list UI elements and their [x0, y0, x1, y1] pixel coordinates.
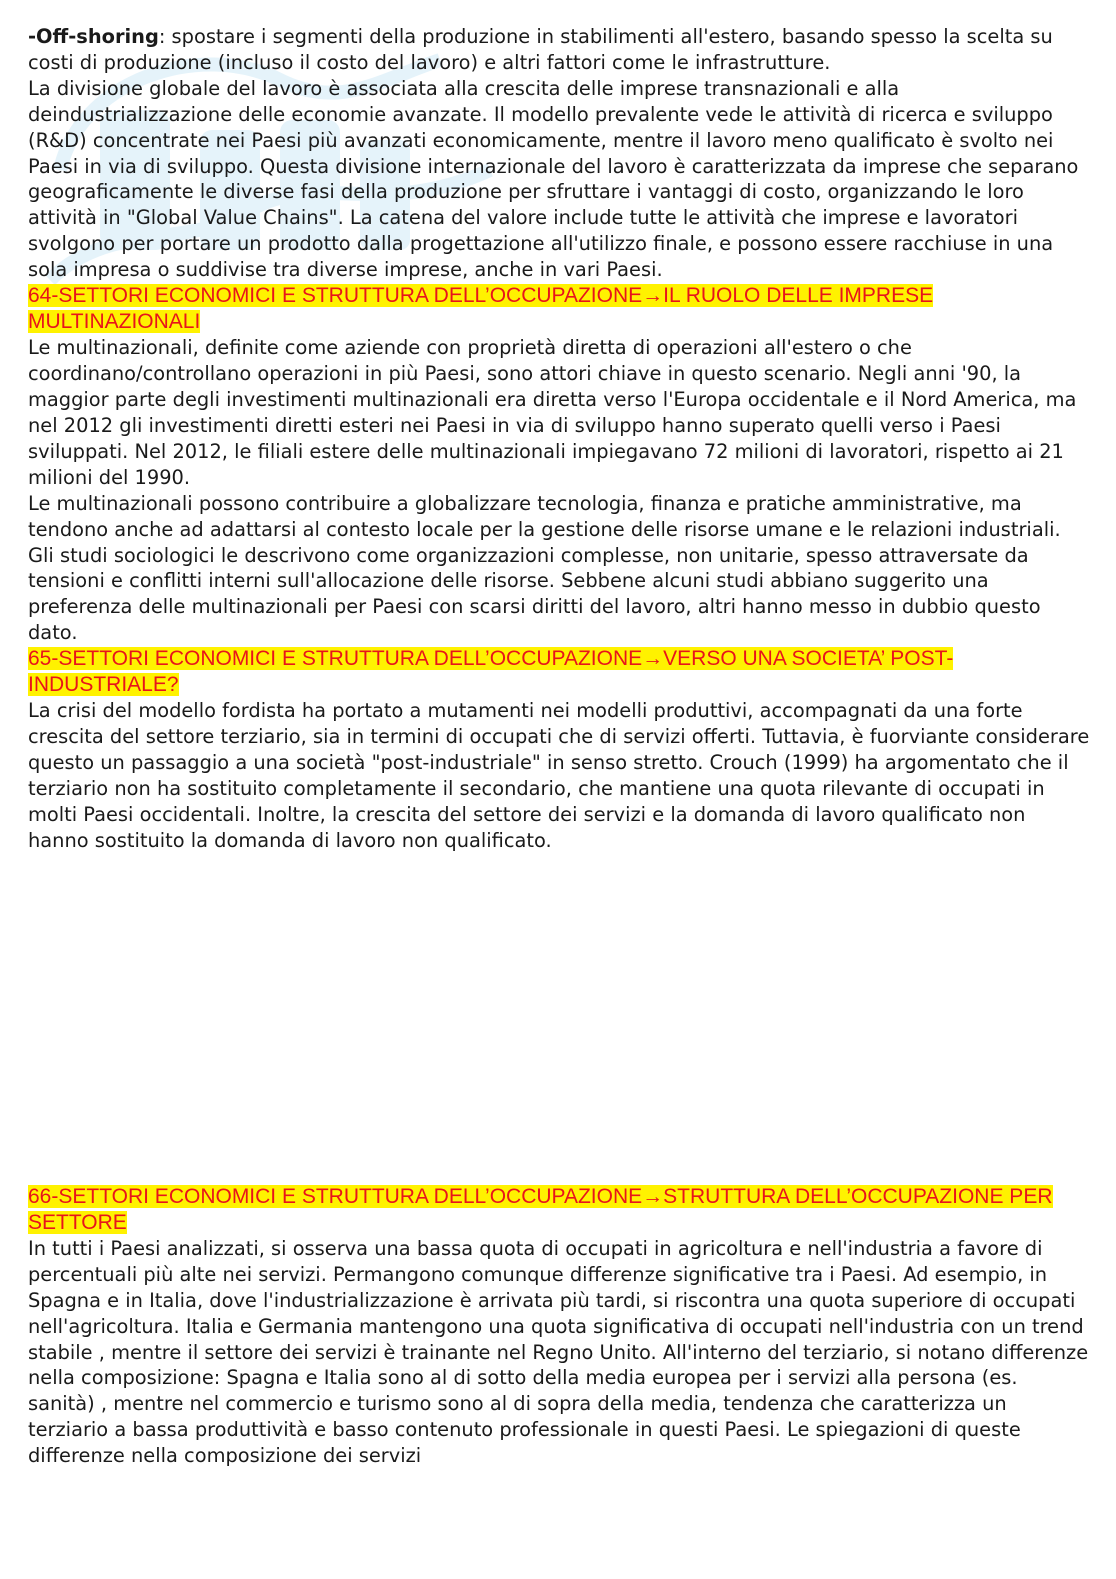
paragraph: Le multinazionali, definite come aziende con proprietà diretta di operazioni all'estero o che coordinano/controllano operazioni in più Paesi, sono attori chiave in questo scenario. Negli anni '90, la maggior parte degli investimenti multinazionali era diretta verso l'Europa occidentale e il Nord America, ma nel 2012 gli investimenti diretti esteri nei Paesi in via di sviluppo hanno superato quelli verso i Paesi sviluppati. Nel 2012, le filiali estere delle multinazionali impiegavano 72 milioni di lavoratori, rispetto ai 21 milioni del 1990. [28, 336, 1077, 489]
heading-highlight: 66-SETTORI ECONOMICI E STRUTTURA DELL’OCCUPAZIONE→STRUTTURA DELL’OCCUPAZIONE PER SETTORE [28, 1184, 1053, 1234]
heading-highlight: 64-SETTORI ECONOMICI E STRUTTURA DELL’OCCUPAZIONE→IL RUOLO DELLE IMPRESE MULTINAZIONALI [28, 284, 934, 334]
paragraph: La crisi del modello fordista ha portato a mutamenti nei modelli produttivi, accompagnati da una forte crescita del settore terziario, sia in termini di occupati che di servizi offerti. Tuttavia, è fuorviante considerare questo un passaggio a una società "post-industriale" in senso stretto. Crouch (1999) ha argomentato che il terziario non ha sostituito completamente il secondario, che mantiene una quota rilevante di occupati in molti Paesi occidentali. Inoltre, la crescita del settore dei servizi e la domanda di lavoro qualificato non hanno sostituito la domanda di lavoro non qualificato. [28, 699, 1090, 852]
blank-space [28, 854, 1090, 1184]
paragraph: Le multinazionali possono contribuire a globalizzare tecnologia, finanza e pratiche amministrative, ma tendono anche ad adattarsi al contesto locale per la gestione delle risorse umane e le relazioni industriali. Gli studi sociologici le descrivono come organizzazioni complesse, non unitarie, spesso attraversate da tensioni e conflitti interni sull'allocazione delle risorse. Sebbene alcuni studi abbiano suggerito una preferenza delle multinazionali per Paesi con scarsi diritti del lavoro, altri hanno messo in dubbio questo dato. [28, 491, 1061, 645]
paragraph: In tutti i Paesi analizzati, si osserva una bassa quota di occupati in agricoltura e nell'industria a favore di percentuali più alte nei servizi. Permangono comunque differenze significative tra i Paesi. Ad esempio, in Spagna e in Italia, dove l'industrializzazione è arrivata più tardi, si riscontra una quota superiore di occupati nell'agricoltura. Italia e Germania mantengono una quota significativa di occupati nell'industria con un trend stabile , mentre il settore dei servizi è trainante nel Regno Unito. All'interno del terziario, si notano differenze nella composizione: Spagna e Italia sono al di sotto della media europea per i servizi alla persona (es. sanità) , mentre nel commercio e turismo sono al di sopra della media, tendenza che caratterizza un terziario a bassa produttività e basso contenuto professionale in questi Paesi. Le spiegazioni di queste differenze nella composizione dei servizi [28, 1236, 1089, 1468]
term-off-shoring: -Off-shoring [28, 25, 159, 48]
heading-highlight: 65-SETTORI ECONOMICI E STRUTTURA DELL’OCCUPAZIONE→VERSO UNA SOCIETA’ POST-INDUSTRIALE? [28, 647, 954, 697]
section-intro [28, 24, 1090, 283]
section-66 [28, 1184, 1090, 1469]
section-65 [28, 646, 1090, 854]
section-64 [28, 283, 1090, 646]
document-page [28, 24, 1090, 1469]
paragraph [28, 24, 1090, 76]
section-heading [28, 283, 1090, 335]
section-heading [28, 646, 1090, 698]
section-heading [28, 1184, 1090, 1236]
paragraph-text: : spostare i segmenti della produzione in stabilimenti all'estero, basando spesso la scelta su costi di produzione (incluso il costo del lavoro) e altri fattori come le infrastrutture. [28, 25, 1053, 74]
paragraph: La divisione globale del lavoro è associata alla crescita delle imprese transnazionali e alla deindustrializzazione delle economie avanzate. Il modello prevalente vede le attività di ricerca e sviluppo (R&D) concentrate nei Paesi più avanzati economicamente, mentre il lavoro meno qualificato è svolto nei Paesi in via di sviluppo. Questa divisione internazionale del lavoro è caratterizzata da imprese che separano geograficamente le diverse fasi della produzione per sfruttare i vantaggi di costo, organizzando le loro attività in "Global Value Chains". La catena del valore include tutte le attività che imprese e lavoratori svolgono per portare un prodotto dalla progettazione all'utilizzo finale, e possono essere racchiuse in una sola impresa o suddivise tra diverse imprese, anche in vari Paesi. [28, 76, 1079, 282]
